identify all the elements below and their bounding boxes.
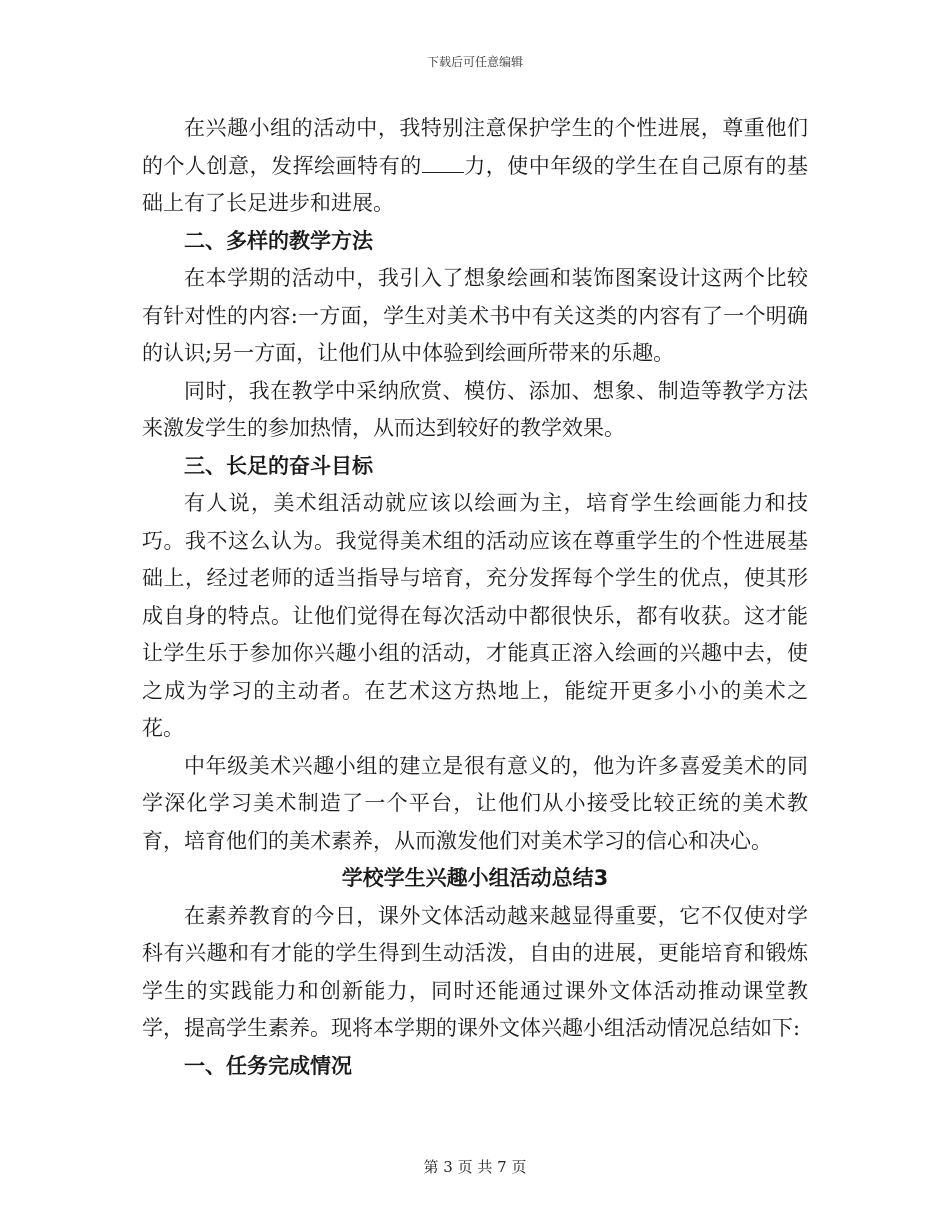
paragraph-text: 在兴趣小组的活动中，我特别注意保护学生的个性进展，尊重他们的个人创意，发挥绘画特有的 xyxy=(142,116,808,178)
document-body xyxy=(142,110,808,1085)
document-title: 学校学生兴趣小组活动总结3 xyxy=(341,866,609,890)
page-footer: 第 3 页 共 7 页 xyxy=(423,1158,527,1176)
section-heading-goals: 三、长足的奋斗目标 xyxy=(184,453,373,478)
section-heading-methods: 二、多样的教学方法 xyxy=(184,228,373,253)
paragraph-text: 力，使中年级的学生在自己原有的基础上有了长足进步和进展。 xyxy=(142,153,809,215)
paragraph-teaching: 同时，我在教学中采纳欣赏、模仿、添加、想象、制造等教学方法来激发学生的参加热情，从而达到较好的教学效果。 xyxy=(142,378,808,440)
paragraph-significance: 中年级美术兴趣小组的建立是很有意义的，他为许多喜爱美术的同学深化学习美术制造了一个平台，让他们从小接受比较正统的美术教育，培育他们的美术素养，从而激发他们对美术学习的信心和决心。 xyxy=(142,753,808,853)
section-heading-tasks: 一、任务完成情况 xyxy=(184,1053,352,1078)
paragraph-intro: 在素养教育的今日，课外文体活动越来越显得重要，它不仅使对学科有兴趣和有才能的学生得到生动活泼，自由的进展，更能培育和锻炼学生的实践能力和创新能力，同时还能通过课外文体活动推动课堂教学，提高学生素养。现将本学期的课外文体兴趣小组活动情况总结如下: xyxy=(142,903,808,1040)
paragraph-activities: 在本学期的活动中，我引入了想象绘画和装饰图案设计这两个比较有针对性的内容:一方面，学生对美术书中有关这类的内容有了一个明确的认识;另一方面，让他们从中体验到绘画所带来的乐趣。 xyxy=(142,266,808,365)
paragraph-opinion: 有人说，美术组活动就应该以绘画为主，培育学生绘画能力和技巧。我不这么认为。我觉得美术组的活动应该在尊重学生的个性进展基础上，经过老师的适当指导与培育，充分发挥每个学生的优点，使其形成自身的特点。让他们觉得在每次活动中都很快乐，都有收获。这才能让学生乐于参加你兴趣小组的活动，才能真正溶入绘画的兴趣中去，使之成为学习的主动者。在艺术这方热地上，能绽开更多小小的美术之花。 xyxy=(142,491,808,740)
fill-blank xyxy=(422,154,464,173)
paragraph-personality xyxy=(142,110,808,223)
page-header: 下载后可任意编辑 xyxy=(426,55,523,69)
